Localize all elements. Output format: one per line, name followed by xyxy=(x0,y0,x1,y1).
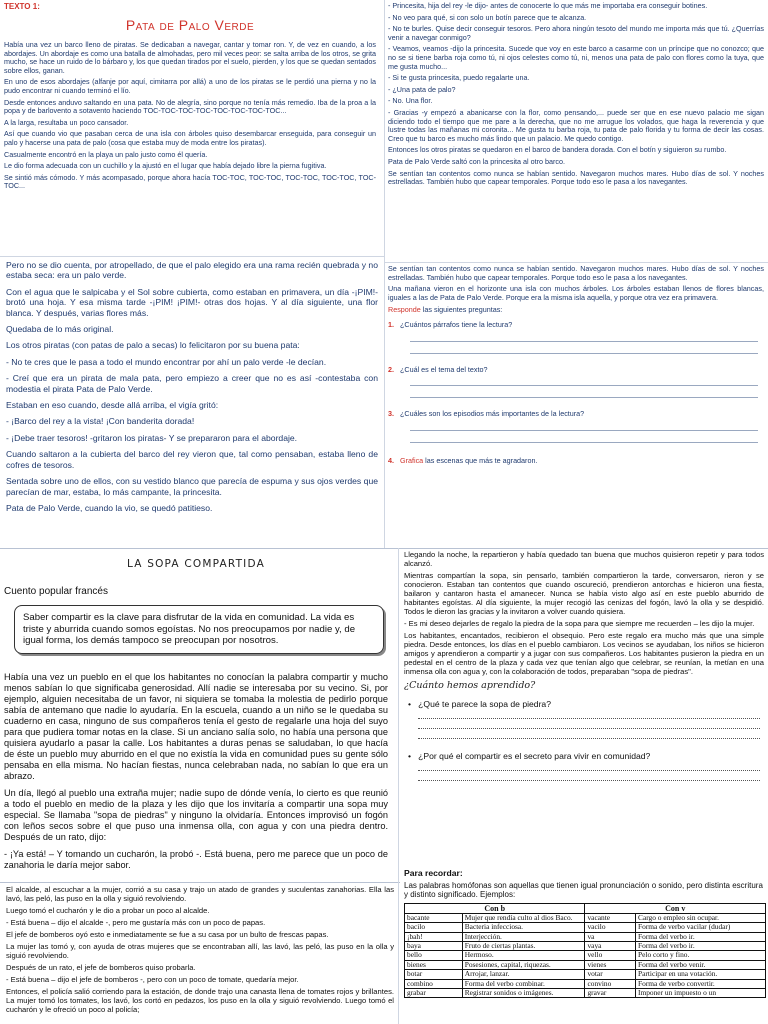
word-cell: bello xyxy=(405,951,463,960)
paragraph: - Está buena – dijo el alcalde -, pero me gustaría más con un poco de papas. xyxy=(6,918,266,927)
meaning-cell: Mujer que rendía culto al dios Baco. xyxy=(462,913,585,922)
aprendido-heading: ¿Cuánto hemos aprendido? xyxy=(404,680,536,691)
meaning-cell: Registrar sonidos o imágenes. xyxy=(462,989,585,998)
word-cell: botar xyxy=(405,970,463,979)
meaning-cell: Forma del verbo combinar. xyxy=(462,979,585,988)
paragraph: Cuando saltaron a la cubierta del barco del rey vieron que, tal como pensaban, estaba lleno de cofres de tesoros. xyxy=(6,449,378,470)
word-cell: va xyxy=(585,932,636,941)
text-tag: TEXTO 1: xyxy=(4,2,40,11)
answer-line[interactable] xyxy=(410,442,758,443)
answer-line[interactable] xyxy=(418,738,760,739)
paragraph: Casualmente encontró en la playa un palo justo como él quería. xyxy=(4,149,208,159)
paragraph: - Gracias -y empezó a abanicarse con la flor, como pensando,... puede ser que en ese nuevo palacio me sigan diciendo todo el tiempo que me pare a la derecha, que no me arrugue los volados, que haga la reverencia y que lustre todas las mañanas mi coronita... Me gusta tu barba roja, tu pata de palo florida y tu forma de decir las cosas. Creo que tu barco es mucho más lindo que un palacio. Me quedo contigo. xyxy=(388,107,764,143)
meaning-cell: Forma del verbo ir. xyxy=(636,942,766,951)
moral-text: Saber compartir es la clave para disfrutar de la vida en comunidad. La vida es triste y aburrida cuando somos egoístas. No nos preocupamos por nadie y, de igual forma, los demás tampoco se preocupan por nosotros. xyxy=(23,612,356,647)
sopa-continuation xyxy=(6,885,394,1024)
paragraph: Se sentían tan contentos como nunca se habían sentido. Navegaron muchos mares. Hubo días de sol. Y noches estrelladas. También hubo que capear temporales. Porque todo eso le pasa a los navegantes. xyxy=(388,168,764,187)
paragraph: A la larga, resultaba un poco cansador. xyxy=(4,117,129,127)
paragraph: Luego tomó el cucharón y le dio a probar un poco al alcalde. xyxy=(6,906,210,915)
paragraph: Pero no se dio cuenta, por atropellado, de que el palo elegido era una rama recién quebrada y no estaba seca: era un palo verde. xyxy=(6,260,378,281)
word-cell: ¡bah! xyxy=(405,932,463,941)
paragraph: Un día, llegó al pueblo una extraña mujer; nadie supo de dónde venía, lo cierto es que reunió a todo el pueblo en medio de la plaza y les dijo que los invitaría a compartir una sopa muy especial. Se llamaba "sopa de piedras" y ninguno la olvidaría. Entonces improvisó un fogón con leños secos sobre el que puso una inmensa olla, con agua y con una piedra dentro. Después de un rato, dijo: xyxy=(4,787,388,842)
repeat-paragraph: Se sentían tan contentos como nunca se habían sentido. Navegaron muchos mares. Hubo días de sol. Y noches estrelladas. También hubo que capear temporales. Porque todo eso le pasa a los navegantes. xyxy=(388,265,764,282)
col-header-b: Con b xyxy=(405,903,585,913)
answer-line[interactable] xyxy=(418,718,760,719)
paragraph: - Está buena – dijo el jefe de bomberos -, pero con un poco de tomate, quedaría mejor. xyxy=(6,975,299,984)
answer-line[interactable] xyxy=(410,397,758,398)
paragraph: Con el agua que le salpicaba y el Sol sobre cubierta, como estaban en primavera, un día -¡PIM!- brotó una hoja. Y esa misma tarde -¡PIM! ¡PIM!- otras dos hojas. Y al día siguiente, una flor blanca. Y después, varias flores más. xyxy=(6,286,378,318)
word-cell: vello xyxy=(585,951,636,960)
paragraph: Sentada sobre uno de ellos, con su vestido blanco que parecía de espuma y sus ojos verdes que parecían de mar, estaba, lo más campante, la princesita. xyxy=(6,476,378,497)
paragraph: Mientras compartían la sopa, sin pensarlo, también compartieron la tarde, conversaron, rieron y se conocieron. Estaban tan contentos que cuando oscureció, prendieron antorchas e hicieron una fiesta, bailaron y cantaron hasta el amanecer. Nunca se había visto algo así en este pueblo aburrido de habitantes egoístas. Al día siguiente, la mujer recogió las cenizas del fogón, lavó la olla y se despidió. Todos le dieron las gracias y la invitaron a volver cuando quisiera. xyxy=(404,571,764,616)
meaning-cell: Participar en una votación. xyxy=(636,970,766,979)
word-cell: vienes xyxy=(585,960,636,969)
paragraph: - Es mi deseo dejarles de regalo la piedra de la sopa para que siempre me recuerden – les dijo la mujer. xyxy=(404,619,755,628)
paragraph: Había una vez un pueblo en el que los habitantes no conocían la palabra compartir y mucho menos sabían lo que significaba generosidad. Allí nadie se interesaba por su vecino. Si, por ejemplo, alguien necesitaba de un favor, ni siquiera se tomaba la molestia de pedirlo porque sabía de antemano que nadie lo ayudaría. En la escuela, cuando a un niño se le quedaba su cuaderno en casa, ninguno de sus compañeros tenía el gesto de regalarle una hoja del suyo para que pudiera tomar notas en la clase. Si un anciano salía solo, no había una persona que quisiera ayudarlo a pasar la calle. Los habitantes a duras penas se saludaban, lo que hacía de éste un pueblo muy aburrido en el que no existía la vida en comunidad pues su gente sólo pensaba en ella misma. No hacían fiestas, nunca celebraban nada, no sabían lo que era un abrazo. xyxy=(4,671,388,781)
paragraph: - No te cres que le pasa a todo el mundo encontrar por ahí un palo verde -le decían. xyxy=(6,356,327,367)
meaning-cell: Cargo o empleo sin ocupar. xyxy=(636,913,766,922)
sopa-title: LA SOPA COMPARTIDA xyxy=(127,558,265,570)
paragraph: Llegando la noche, la repartieron y había quedado tan buena que muchos quisieron repetir y para todos alcanzó. xyxy=(404,550,764,568)
story-title: Pata de Palo Verde xyxy=(125,17,255,33)
meaning-cell: Pelo corto y fino. xyxy=(636,951,766,960)
answer-line[interactable] xyxy=(418,728,760,729)
paragraph: El jefe de bomberos oyó esto e inmediatamente se fue a su casa por un bulto de frescas papas. xyxy=(6,930,329,939)
paragraph-list xyxy=(6,260,378,513)
paragraph-list xyxy=(4,672,388,871)
word-cell: gravar xyxy=(585,989,636,998)
paragraph: - No veo para qué, si con solo un botín parece que te alcanza. xyxy=(388,12,587,22)
meaning-cell: Hermoso. xyxy=(462,951,585,960)
text1-part1 xyxy=(4,2,376,256)
paragraph: Los habitantes, encantados, recibieron el obsequio. Pero este regalo era mucho más que una simple piedra. Desde entonces, los días en el pueblo cambiaron. Los vecinos se ayudaban, los niños se hicieron amigos y aprendieron a compartir y a jugar con sus compañeros. Los habitantes pusieron la piedra en un pedestal en el centro de la plaza y cada vez que tenían algo que celebrar, se reunían, la metían en una inmensa olla con agua y, con la colaboración de todos, preparaban "sopa de piedras". xyxy=(404,631,764,676)
table-row xyxy=(405,942,766,951)
instruction: Responde las siguientes preguntas: xyxy=(388,305,503,315)
paragraph: - ¡Ya está! – Y tomando un cucharón, la probó -. Está buena, pero me parece que un poco de zanahoria le daría mejor sabor. xyxy=(4,848,388,870)
recordar-text: Las palabras homófonas son aquellas que tienen igual pronunciación o sonido, pero distinta escritura y distinto significado. Ejemplos: xyxy=(404,881,763,900)
meaning-cell: Forma de verbo vacilar (dudar) xyxy=(636,923,766,932)
question-1: 1. ¿Cuántos párrafos tiene la lectura? xyxy=(388,321,764,354)
meaning-cell: Posesiones, capital, riquezas. xyxy=(462,960,585,969)
answer-line[interactable] xyxy=(410,353,758,354)
question-a: • ¿Qué te parece la sopa de piedra? xyxy=(408,699,551,709)
paragraph: Pata de Palo Verde saltó con la princesita al otro barco. xyxy=(388,156,565,166)
paragraph-list xyxy=(6,885,394,1014)
table-row xyxy=(405,932,766,941)
recordar-heading: Para recordar: xyxy=(404,868,463,878)
meaning-cell: Arrojar, lanzar. xyxy=(462,970,585,979)
paragraph: - Veamos, veamos -dijo la princesita. Sucede que voy en este barco a casarme con un príncipe que no conozco; que no se si tiene barba roja como tú, ni ojos celestes como tú, ni, menos una pata de palo con flores como la tuya, que me gusta mucho... xyxy=(388,44,764,71)
answer-line[interactable] xyxy=(410,430,758,431)
question-b: • ¿Por qué el compartir es el secreto para vivir en comunidad? xyxy=(408,751,651,761)
paragraph: - Si te gusta princesita, puedo regalarte una. xyxy=(388,73,530,83)
para-recordar xyxy=(404,868,766,1024)
paragraph: - Princesita, hija del rey -le dijo- antes de conocerte lo que más me importaba era conseguir botines. xyxy=(388,2,708,10)
sopa-left xyxy=(4,552,388,882)
paragraph: - No. Una flor. xyxy=(388,96,433,106)
paragraph: La mujer las tomó y, con ayuda de otras mujeres que se encontraban allí, las lavó, las peló, las puso en la olla y siguió revolviendo. xyxy=(6,942,394,960)
word-cell: convino xyxy=(585,979,636,988)
paragraph: Estaban en eso cuando, desde allá arriba, el vigía gritó: xyxy=(6,400,219,411)
paragraph: Entonces los otros piratas se quedaron en el barco de bandera dorada. Con el botín y siguieron su rumbo. xyxy=(388,145,727,155)
moral-box xyxy=(14,605,384,654)
table-row xyxy=(405,970,766,979)
paragraph: Después de un rato, el jefe de bomberos quiso probarla. xyxy=(6,963,196,972)
text1-part2 xyxy=(6,260,378,548)
word-cell: vacante xyxy=(585,913,636,922)
paragraph: Quedaba de lo más original. xyxy=(6,324,114,335)
word-cell: baya xyxy=(405,942,463,951)
paragraph: Le dio forma adecuada con un cuchillo y la ajustó en el lugar que había dejado libre la pierna fugitiva. xyxy=(4,161,327,171)
paragraph: - ¡Debe traer tesoros! -gritaron los piratas- Y se prepararon para el abordaje. xyxy=(6,432,298,443)
answer-line[interactable] xyxy=(418,780,760,781)
meaning-cell: Bacteria infecciosa. xyxy=(462,923,585,932)
paragraph: Así que cuando vio que pasaban cerca de una isla con árboles quiso desembarcar enseguida, para conseguir un palo y hacerse una pata de palo (cosa que estaba muy de moda entre los piratas). xyxy=(4,129,376,147)
meaning-cell: Interjección. xyxy=(462,932,585,941)
meaning-cell: Fruto de ciertas plantas. xyxy=(462,942,585,951)
paragraph: Había una vez un barco lleno de piratas. Se dedicaban a navegar, cantar y tomar ron. Y, de vez en cuando, a los abordajes. Un abordaje es como una batalla de almohadas, pero mil veces peor: se salta arriba de los otros, se grita mucho, se hace un ruido de lo bárbaro y, los que quedan tirados por el suelo, pierden, y los que se quedan sentados sobre ellos, ganan. xyxy=(4,40,376,75)
paragraph: Desde entonces anduvo saltando en una pata. No de alegría, sino porque no tenía más remedio. Iba de la proa a la popa y de barlovento a sotavento haciendo TOC-TOC-TOC-TOC-TOC-TOC-TOC-TOC... xyxy=(4,97,376,116)
answer-line[interactable] xyxy=(410,341,758,342)
table-row xyxy=(405,923,766,932)
paragraph-list xyxy=(4,41,376,191)
text1-part3 xyxy=(388,2,764,260)
meaning-cell: Forma del verbo venir. xyxy=(636,960,766,969)
sopa-subtitle: Cuento popular francés xyxy=(4,586,108,597)
paragraph: En uno de esos abordajes (alfanje por aquí, cimitarra por allá) a uno de los piratas se le perdió una pierna y no la pudo encontrar ni cuando terminó el lío. xyxy=(4,77,376,95)
answer-line[interactable] xyxy=(418,770,760,771)
table-row xyxy=(405,951,766,960)
paragraph: - No te burles. Quise decir conseguir tesoros. Pero ahora ningún tesoto del mundo me importa más que tú. ¿Querrías venir a navegar conmigo? xyxy=(388,24,764,42)
word-cell: bacante xyxy=(405,913,463,922)
table-row xyxy=(405,989,766,998)
homophones-table xyxy=(404,903,766,999)
word-cell: vacilo xyxy=(585,923,636,932)
paragraph: Pata de Palo Verde, cuando la vio, se quedó patitieso. xyxy=(6,502,213,513)
question-4: 4. Grafica las escenas que más te agradaron. xyxy=(388,455,538,465)
answer-line[interactable] xyxy=(410,385,758,386)
question-2: 2. ¿Cuál es el tema del texto? xyxy=(388,366,764,399)
word-cell: bienes xyxy=(405,960,463,969)
word-cell: combino xyxy=(405,979,463,988)
paragraph: - ¿Una pata de palo? xyxy=(388,84,456,94)
meaning-cell: Forma del verbo ir. xyxy=(636,932,766,941)
questions-section xyxy=(388,265,764,548)
paragraph: Se sintió más cómodo. Y más acompasado, porque ahora hacía TOC-TOC, TOC-TOC, TOC-TOC, TOC-TOC, TOC-TOC... xyxy=(4,172,376,191)
sopa-right xyxy=(404,550,764,866)
question-3: 3. ¿Cuáles son los episodios más importantes de la lectura? xyxy=(388,410,764,443)
paragraph: Los otros piratas (con patas de palo a secas) lo felicitaron por su buena pata: xyxy=(6,340,300,351)
paragraph-list xyxy=(404,550,764,676)
paragraph: Entonces, el policía salió corriendo para la estación, de donde trajo una canasta llena de tomates rojos y brillantes. La mujer tomó los tomates, los lavó, los cortó en pedazos, los puso en la olla y siguió revolviendo. Luego tomó el cucharón y le ofreció un poco al policía; xyxy=(6,987,394,1014)
paragraph: El alcalde, al escuchar a la mujer, corrió a su casa y trajo un atado de grandes y suculentas zanahorias. Ella las lavó, las peló, las puso en la olla y siguió revolviendo. xyxy=(6,885,394,903)
paragraph-list xyxy=(388,2,764,187)
word-cell: votar xyxy=(585,970,636,979)
word-cell: grabar xyxy=(405,989,463,998)
paragraph: - ¡Barco del rey a la vista! ¡Con banderita dorada! xyxy=(6,416,195,427)
ending-paragraph: Una mañana vieron en el horizonte una isla con muchos árboles. Los árboles estaban llenos de flores blancas, iguales a las de Pata de Palo Verde. Porque era la misma isla aquella, y porque otra vez era primavera. xyxy=(388,284,764,302)
word-cell: vaya xyxy=(585,942,636,951)
meaning-cell: Imponer un impuesto o un xyxy=(636,989,766,998)
meaning-cell: Forma de verbo convertir. xyxy=(636,979,766,988)
paragraph: - Creí que era un pirata de mala pata, pero empiezo a creer que no es así -contestaba con modestia el pirata Pata de Palo Verde. xyxy=(6,373,378,394)
word-cell: bacilo xyxy=(405,923,463,932)
col-header-v: Con v xyxy=(585,903,766,913)
